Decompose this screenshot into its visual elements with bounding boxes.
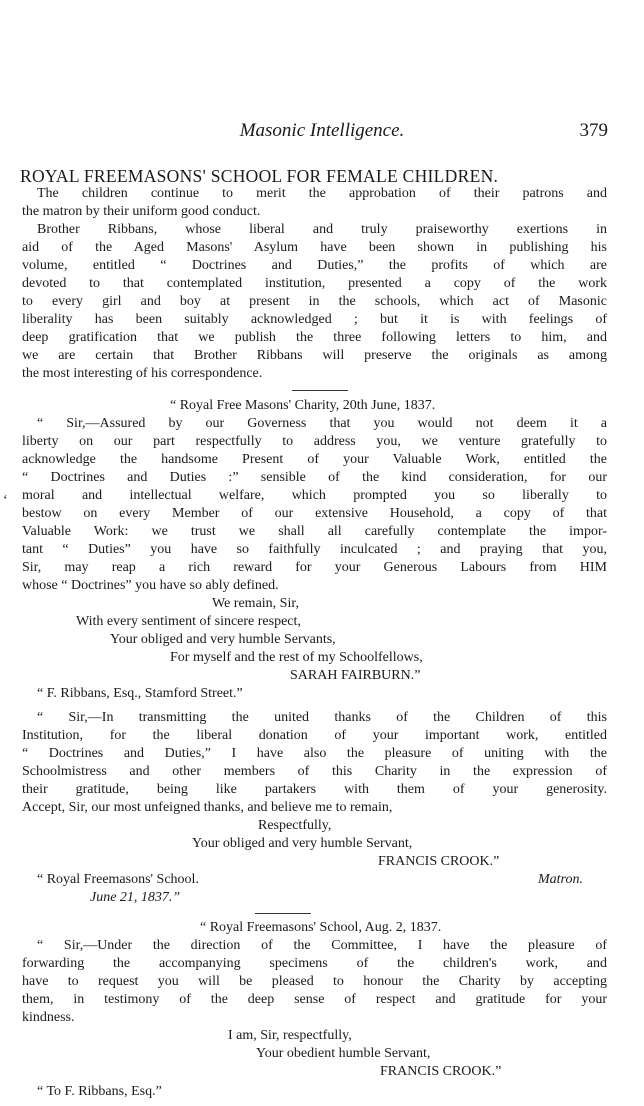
section-rule (255, 913, 311, 914)
text-line: whose “ Doctrines” you have so ably defined. (22, 578, 279, 593)
text-line: Sir, may reap a rich reward for your Generous Labours from HIM (22, 560, 607, 575)
text-line: them, in testimony of the deep sense of respect and gratitude for your (22, 992, 607, 1007)
text-line: “ Doctrines and Duties,” I have also the pleasure of uniting with the (22, 746, 607, 761)
text-line: devoted to that contemplated institution, presented a copy of the work (22, 276, 607, 291)
text-line: the most interesting of his correspondence. (22, 366, 263, 381)
text-line: bestow on every Member of our extensive Household, a copy of that (22, 506, 607, 521)
address-line: “ F. Ribbans, Esq., Stamford Street.” (37, 686, 243, 701)
text-line: acknowledge the handsome Present of your Valuable Work, entitled the (22, 452, 607, 467)
text-line: we are certain that Brother Ribbans will preserve the originals as among (22, 348, 607, 363)
text-line: Schoolmistress and other members of this Charity in the expression of (22, 764, 607, 779)
letter-dateline: “ Royal Freemasons' School, Aug. 2, 1837. (200, 920, 442, 935)
page-number: 379 (579, 120, 608, 141)
text-line: the matron by their uniform good conduct. (22, 204, 261, 219)
text-line: “ Sir,—Under the direction of the Committee, I have the pleasure of (37, 938, 607, 953)
section-rule (292, 390, 348, 391)
margin-mark: ‘ (3, 493, 8, 508)
text-line: have to request you will be pleased to honour the Charity by accepting (22, 974, 607, 989)
text-line: Valuable Work: we trust we shall all carefully contemplate the impor- (22, 524, 607, 539)
text-line: “ Sir,—Assured by our Governess that you would not deem it a (37, 416, 607, 431)
text-line: volume, entitled “ Doctrines and Duties,” the profits of which are (22, 258, 607, 273)
signature: FRANCIS CROOK.” (378, 854, 500, 869)
text-line: The children continue to merit the approbation of their patrons and (37, 186, 607, 201)
text-line: their gratitude, being like partakers with them of your generosity. (22, 782, 607, 797)
closing-line: Your obedient humble Servant, (256, 1046, 431, 1061)
text-line: “ Sir,—In transmitting the united thanks of the Children of this (37, 710, 607, 725)
closing-line: We remain, Sir, (212, 596, 299, 611)
text-line: Accept, Sir, our most unfeigned thanks, and believe me to remain, (22, 800, 393, 815)
letter-dateline: “ Royal Free Masons' Charity, 20th June, 1837. (170, 398, 436, 413)
text-line: Brother Ribbans, whose liberal and truly praiseworthy exertions in (37, 222, 607, 237)
running-head (0, 120, 644, 144)
text-line: forwarding the accompanying specimens of the children's work, and (22, 956, 607, 971)
role-label: Matron. (538, 872, 583, 887)
closing-line: Your obliged and very humble Servant, (192, 836, 413, 851)
text-line: moral and intellectual welfare, which prompted you so liberally to (22, 488, 607, 503)
text-line: tant “ Duties” you have so faithfully inculcated ; and praying that you, (22, 542, 607, 557)
closing-line: Respectfully, (258, 818, 332, 833)
text-line: kindness. (22, 1010, 75, 1025)
text-line: deep gratification that we publish the three following letters to him, and (22, 330, 607, 345)
text-line: “ Doctrines and Duties :” sensible of the kind consideration, for our (22, 470, 607, 485)
text-line: aid of the Aged Masons' Asylum have been shown in publishing his (22, 240, 607, 255)
closing-line: I am, Sir, respectfully, (228, 1028, 352, 1043)
closing-line: Your obliged and very humble Servants, (110, 632, 336, 647)
text-line: Institution, for the liberal donation of your important work, entitled (22, 728, 607, 743)
date-line: June 21, 1837.” (90, 890, 181, 905)
text-line: liberty on our part respectfully to address you, we venture gratefully to (22, 434, 607, 449)
article-heading: ROYAL FREEMASONS' SCHOOL FOR FEMALE CHILDREN. (20, 166, 499, 186)
text-line: to every girl and boy at present in the schools, which act of Masonic (22, 294, 607, 309)
closing-line: With every sentiment of sincere respect, (76, 614, 301, 629)
place-line: “ Royal Freemasons' School. (37, 872, 199, 887)
running-title: Masonic Intelligence. (239, 120, 405, 141)
text-line: liberality has been suitably acknowledged ; but it is with feelings of (22, 312, 607, 327)
closing-line: For myself and the rest of my Schoolfellows, (170, 650, 423, 665)
address-line: “ To F. Ribbans, Esq.” (37, 1084, 162, 1099)
signature: SARAH FAIRBURN.” (290, 668, 421, 683)
signature: FRANCIS CROOK.” (380, 1064, 502, 1079)
